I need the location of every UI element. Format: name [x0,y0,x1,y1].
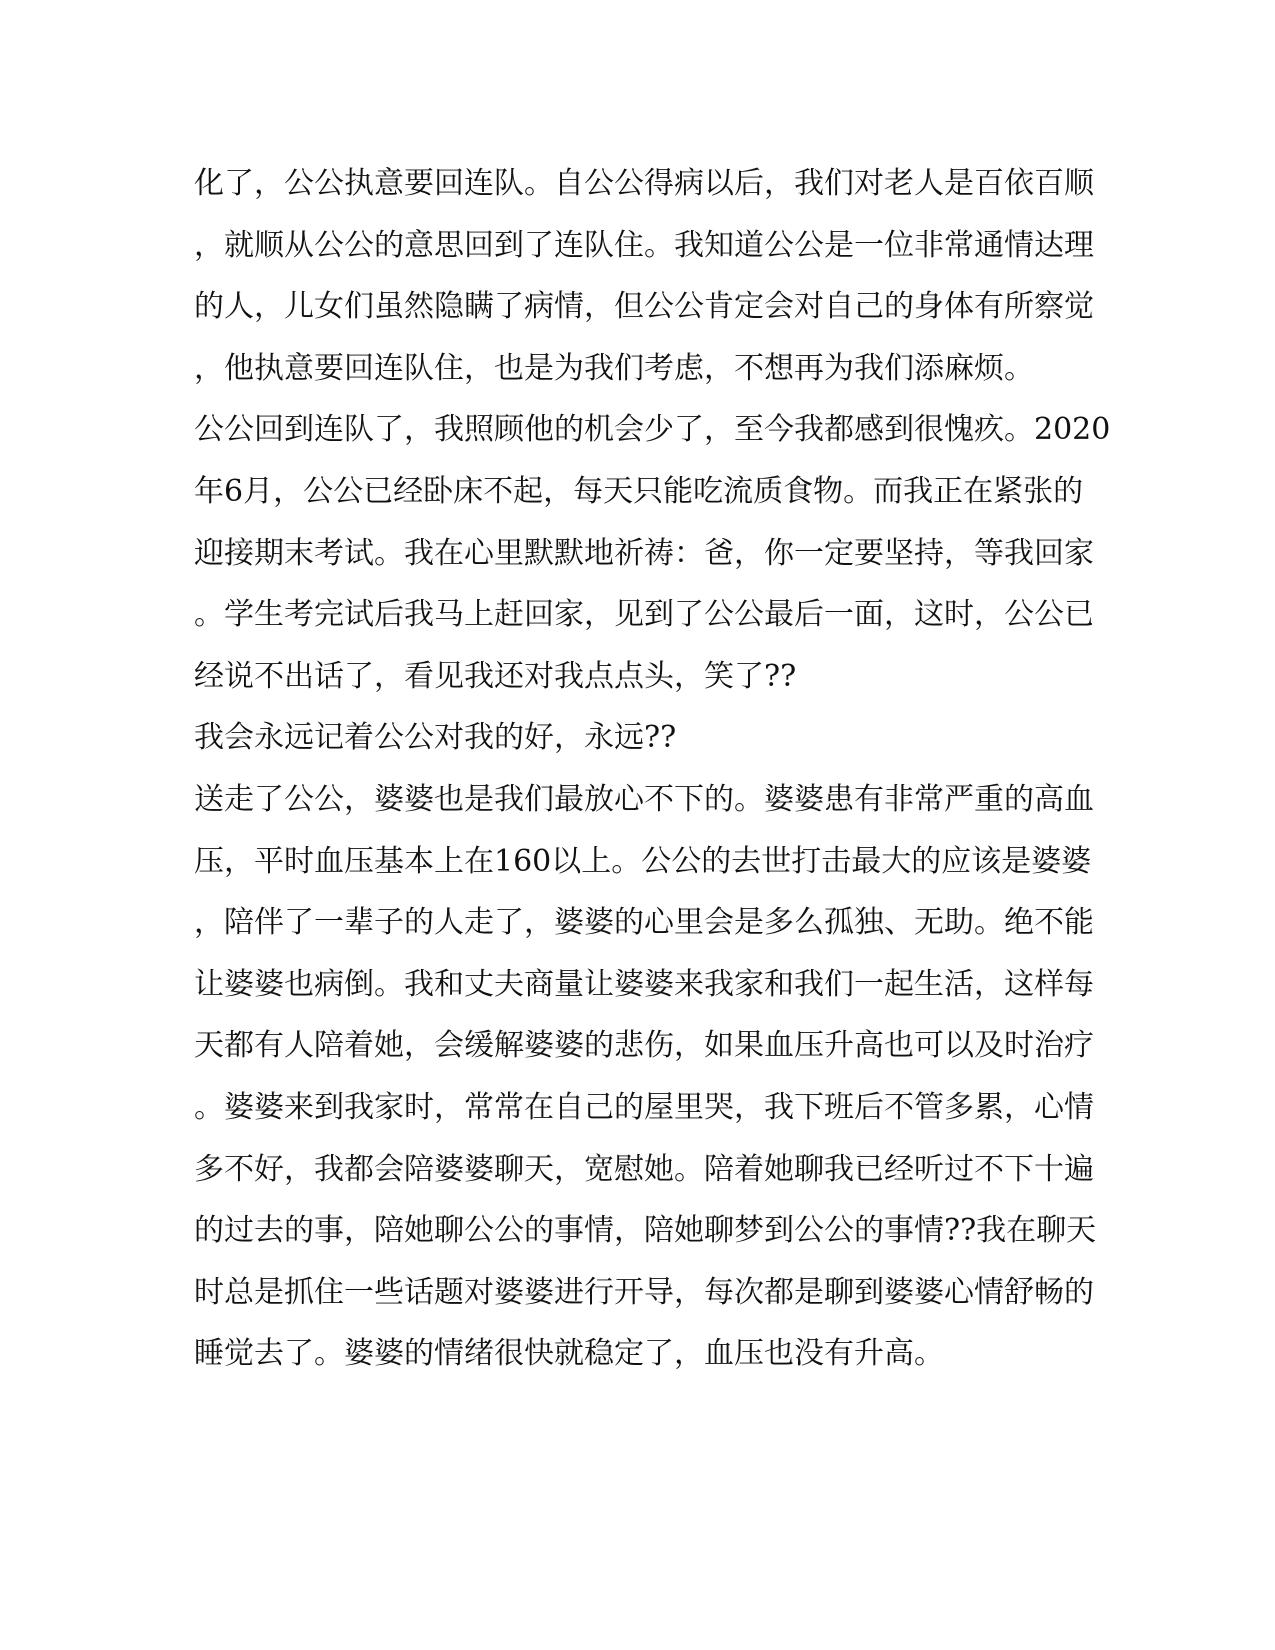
text-line: 让婆婆也病倒。我和丈夫商量让婆婆来我家和我们一起生活，这样每 [194,966,1094,1002]
text-line: 睡觉去了。婆婆的情绪很快就稳定了，血压也没有升高。 [194,1336,944,1372]
text-line: 。学生考完试后我马上赶回家，见到了公公最后一面，这时，公公已 [194,597,1094,633]
text-line: 的人，儿女们虽然隐瞒了病情，但公公肯定会对自己的身体有所察觉 [194,289,1094,325]
text-line: 年6月，公公已经卧床不起，每天只能吃流质食物。而我正在紧张的 [194,473,1084,509]
text-line: ，陪伴了一辈子的人走了，婆婆的心里会是多么孤独、无助。绝不能 [194,905,1094,941]
text-line: 送走了公公，婆婆也是我们最放心不下的。婆婆患有非常严重的高血 [194,781,1094,817]
text-line: 时总是抓住一些话题对婆婆进行开导，每次都是聊到婆婆心情舒畅的 [194,1274,1094,1310]
text-line: 化了，公公执意要回连队。自公公得病以后，我们对老人是百依百顺 [194,166,1094,201]
text-line: 迎接期末考试。我在心里默默地祈祷：爸，你一定要坚持，等我回家 [194,535,1094,571]
text-line: ，他执意要回连队住，也是为我们考虑，不想再为我们添麻烦。 [194,350,1034,386]
text-line: 多不好，我都会陪婆婆聊天，宽慰她。陪着她聊我已经听过不下十遍 [194,1151,1094,1187]
text-line: 我会永远记着公公对我的好，永远?? [194,720,677,756]
body-text [194,153,1111,1385]
text-line: 的过去的事，陪她聊公公的事情，陪她聊梦到公公的事情??我在聊天 [194,1213,1097,1249]
text-line: 压，平时血压基本上在160以上。公公的去世打击最大的应该是婆婆 [194,843,1092,879]
text-line: 经说不出话了，看见我还对我点点头，笑了?? [194,658,797,694]
text-line: 公公回到连队了，我照顾他的机会少了，至今我都感到很愧疚。2020 [194,412,1111,448]
text-line: 天都有人陪着她，会缓解婆婆的悲伤，如果血压升高也可以及时治疗 [194,1028,1094,1064]
text-line: ，就顺从公公的意思回到了连队住。我知道公公是一位非常通情达理 [194,227,1094,263]
text-line: 。婆婆来到我家时，常常在自己的屋里哭，我下班后不管多累，心情 [194,1089,1094,1125]
